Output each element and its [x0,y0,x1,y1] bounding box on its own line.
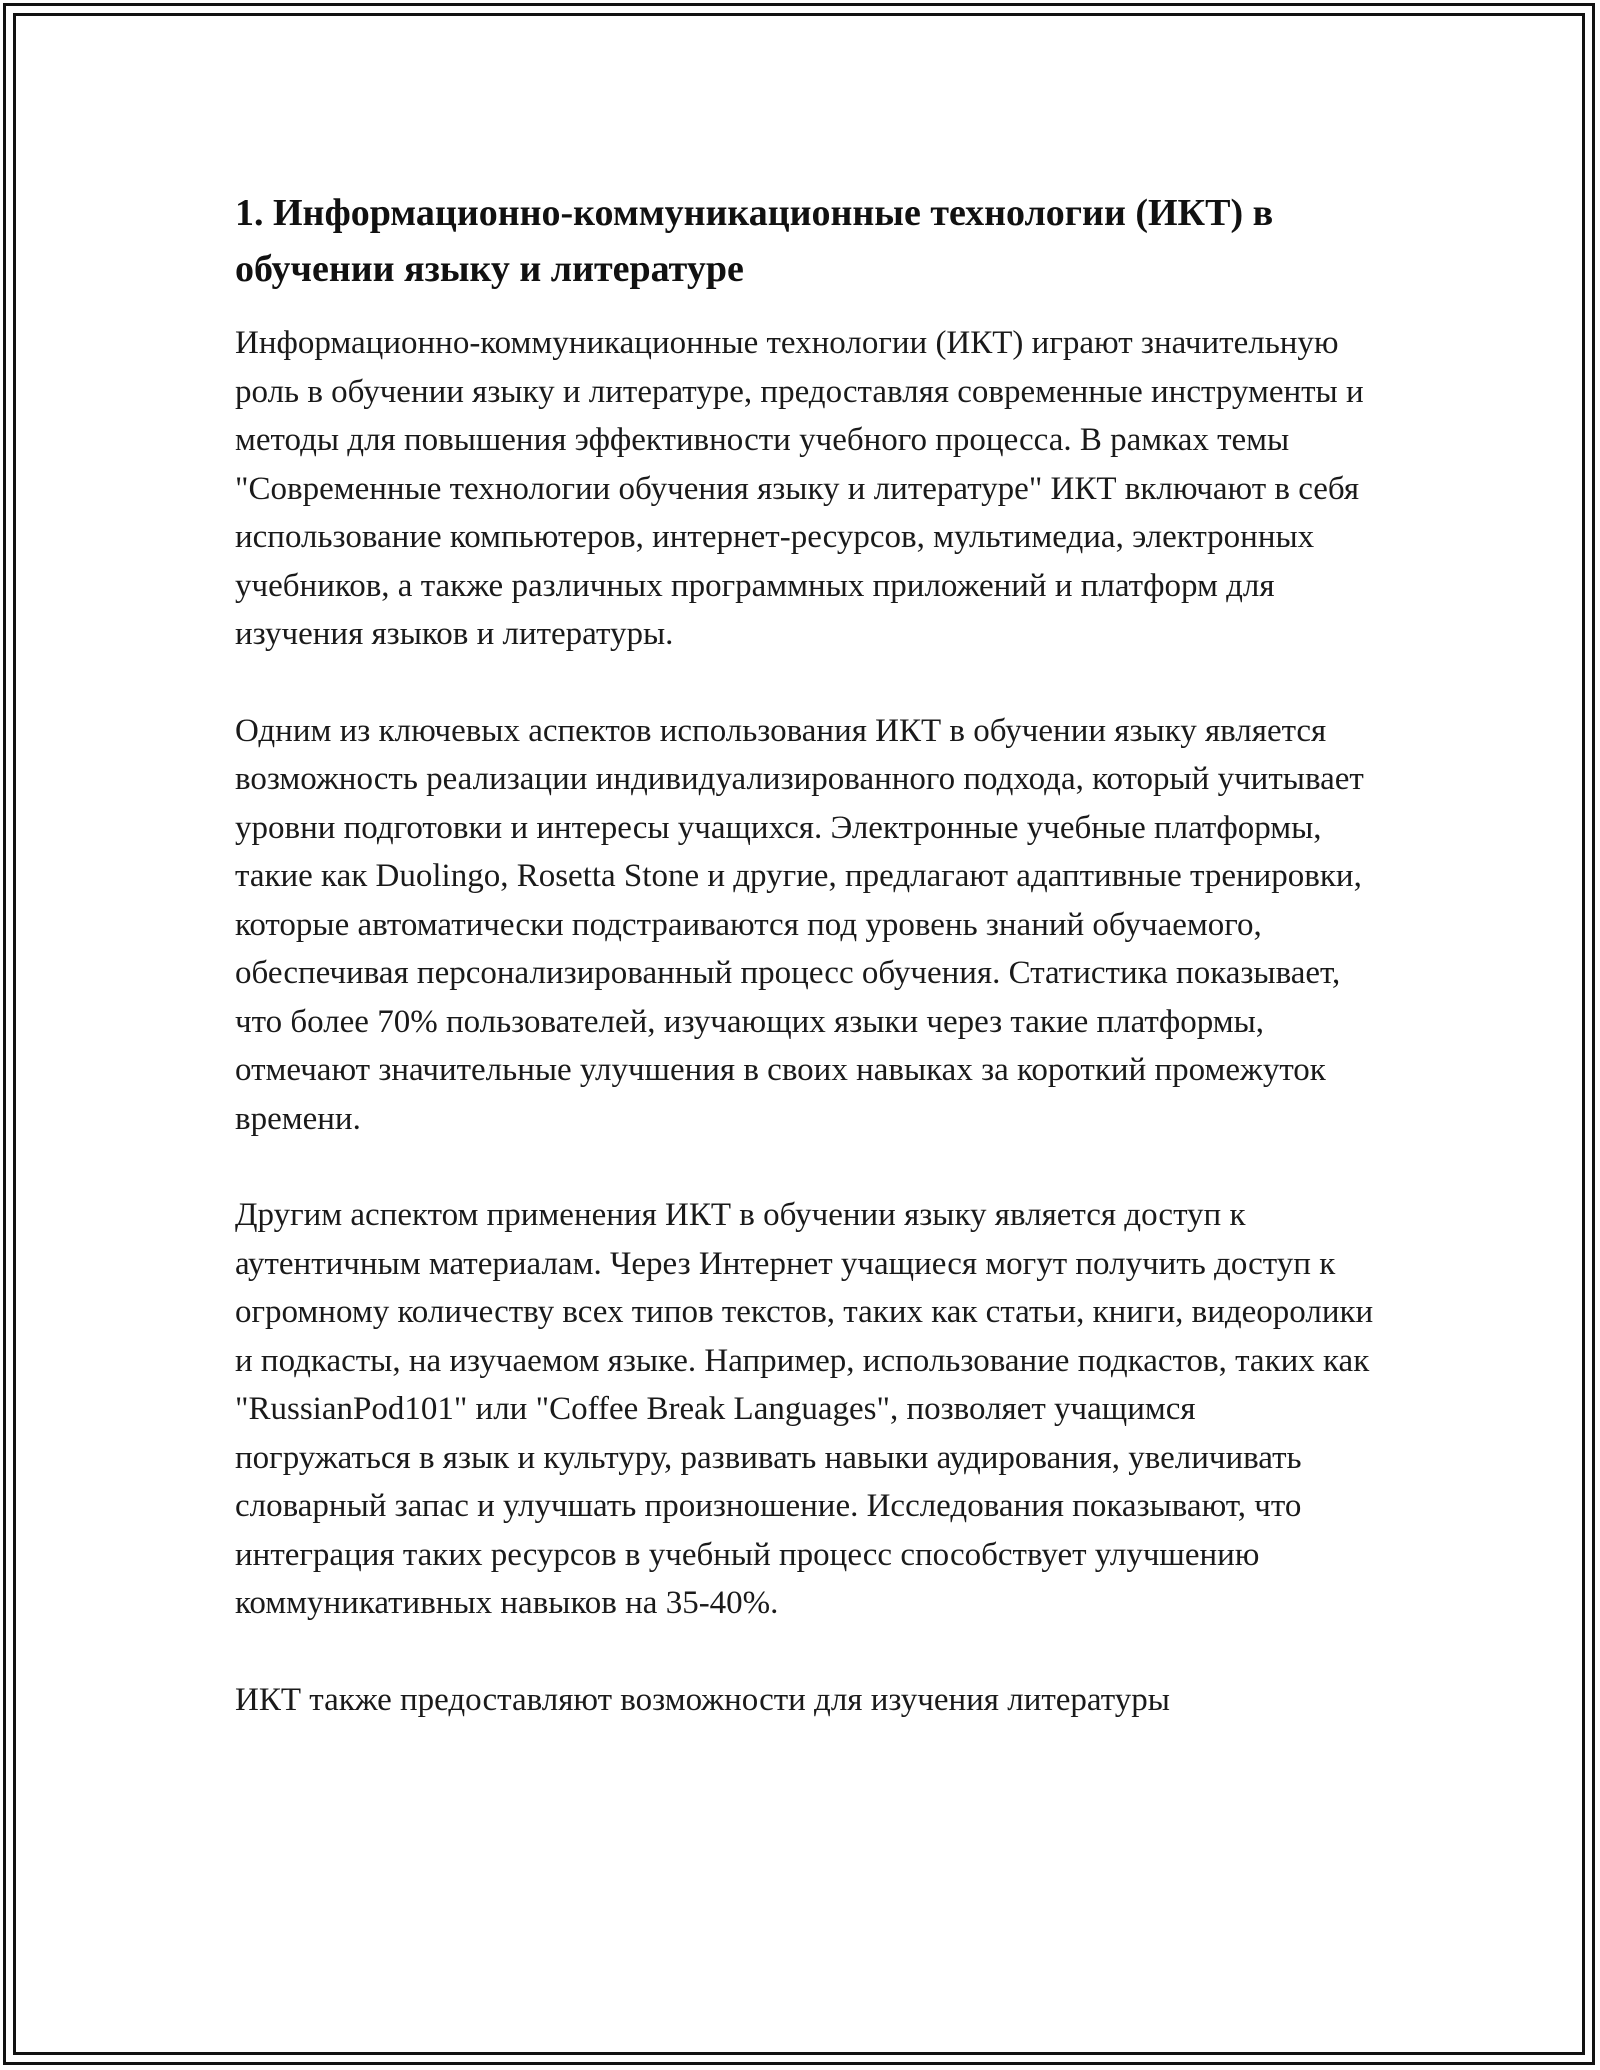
paragraph-individual-approach: Одним из ключевых аспектов использования ИКТ в обучении языку является возможность реализации индивидуализированного подхода, который учитывает уровни подготовки и интересы учащихся. Электронные учебные платформы, такие как Duolingo, Rosetta Stone и другие, предлагают адаптивные тренировки, которые автоматически подстраиваются под уровень знаний обучаемого, обеспечивая персонализированный процесс обучения. Статистика показывает, что более 70% пользователей, изучающих языки через такие платформы, отмечают значительные улучшения в своих навыках за короткий промежуток времени. [235,712,1364,1137]
paragraph-authentic-materials: Другим аспектом применения ИКТ в обучении языку является доступ к аутентичным материалам. Через Интернет учащиеся могут получить доступ к огромному количеству всех типов текстов, таких как статьи, книги, видеоролики и подкасты, на изучаемом языке. Например, использование подкастов, таких как "RussianPod101" или "Coffee Break Languages", позволяет учащимся погружаться в язык и культуру, развивать навыки аудирования, увеличивать словарный запас и улучшать произношение. Исследования показывают, что интеграция таких ресурсов в учебный процесс способствует улучшению коммуникативных навыков на 35-40%. [235,1197,1374,1621]
section-heading: 1. Информационно-коммуникационные технологии (ИКТ) в обучении языку и литературе [235,192,1274,290]
paragraph-literature-intro: ИКТ также предоставляют возможности для изучения литературы [235,1681,1170,1718]
paragraph-ict-role: Информационно-коммуникационные технологии (ИКТ) играют значительную роль в обучении языку и литературе, предоставляя современные инструменты и методы для повышения эффективности учебного процесса. В рамках темы "Современные технологии обучения языку и литературе" ИКТ включают в себя использование компьютеров, интернет-ресурсов, мультимедиа, электронных учебников, а также различных программных приложений и платформ для изучения языков и литературы. [235,325,1364,652]
document-body [235,185,1375,1724]
